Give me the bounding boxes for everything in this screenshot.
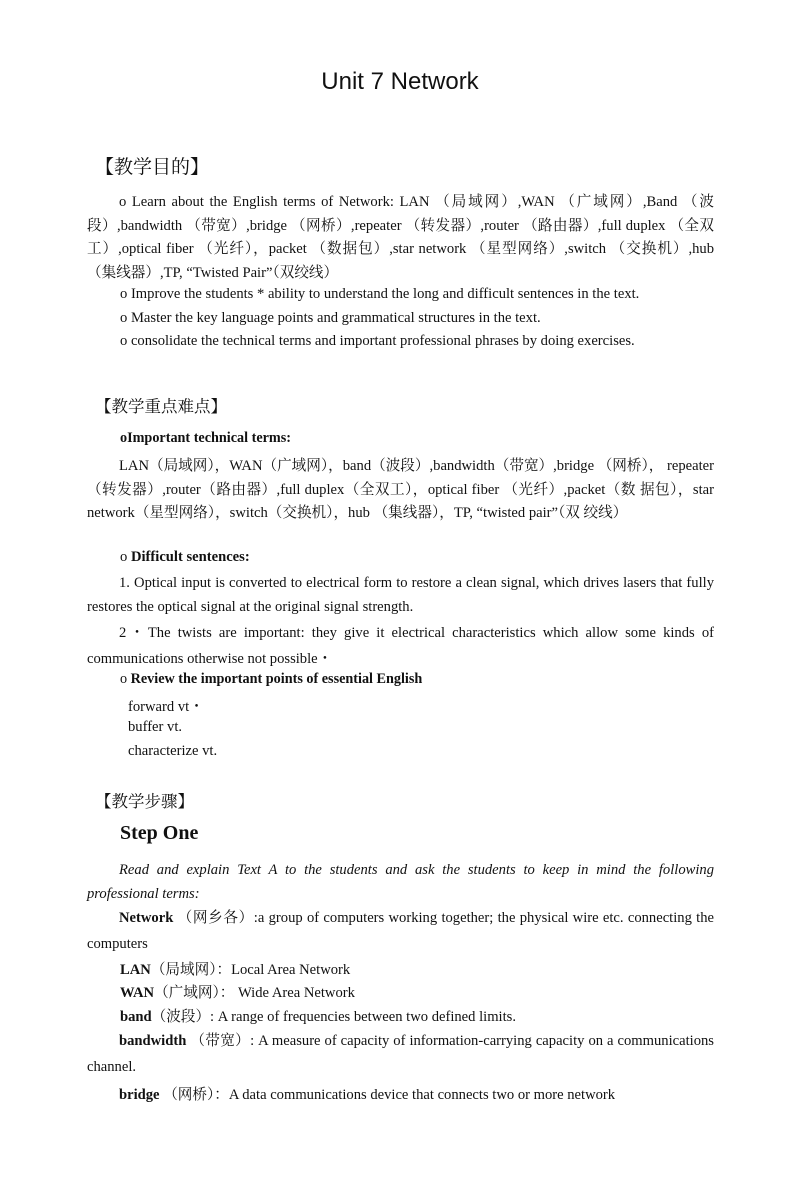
term-definition: bridge （网桥）：A data communications device that connects two or more network: [119, 1087, 616, 1103]
term-definition: band（波段）: A range of frequencies between two defined limits.: [120, 1009, 516, 1025]
terms-label: oImportant technical terms:: [120, 430, 291, 446]
review-word: forward vt・: [128, 699, 204, 715]
term-definition: Network （网乡各）:a group of computers working together; the physical wire etc. connecting the computers: [87, 910, 714, 952]
difficult-sentence: 1. Optical input is converted to electrical form to restore a clean signal, which drives lasers that fully restores the optical signal at the original signal strength.: [87, 575, 714, 615]
key-points-heading: 【教学重点难点】: [95, 397, 227, 416]
term-definition: bandwidth （带宽）: A measure of capacity of information-carrying capacity on a communications channel.: [87, 1033, 714, 1075]
review-label: o Review the important points of essential English: [120, 671, 423, 687]
review-word: characterize vt.: [128, 743, 218, 759]
term-definition: WAN（广域网）： Wide Area Network: [120, 985, 355, 1001]
objective-item: o Learn about the English terms of Network: LAN （局域网）,WAN （广域网）,Band （波段）,bandwidth （带宽）,bridge （网桥）,repeater （转发器）,router （路由器）,full duplex （全双工）,optical fiber （光纤），packet （数据包）,star network （星型网络）,switch （交换机）,hub （集线器）,TP, “Twisted Pair”（双绞线）: [87, 194, 714, 281]
review-word: buffer vt.: [128, 719, 183, 735]
steps-heading: 【教学步骤】: [95, 792, 194, 811]
objectives-heading: 【教学目的】: [95, 156, 210, 178]
objective-item: o Improve the students * ability to understand the long and difficult sentences in the text.: [120, 286, 640, 302]
objective-item: o consolidate the technical terms and important professional phrases by doing exercises.: [120, 333, 635, 349]
difficult-sentences-label: o Difficult sentences:: [120, 549, 250, 565]
term-definition: LAN（局域网）：Local Area Network: [120, 962, 351, 978]
difficult-sentence: 2・The twists are important: they give it electrical characteristics which allow some kinds of communications otherwise not possible・: [87, 625, 714, 667]
objective-item: o Master the key language points and grammatical structures in the text.: [120, 310, 541, 326]
step-intro: Read and explain Text A to the students and ask the students to keep in mind the following professional terms:: [87, 862, 714, 902]
step-title: Step One: [120, 822, 199, 844]
page-title: Unit 7 Network: [321, 68, 479, 95]
terms-text: LAN（局域网），WAN（广域网），band（波段）,bandwidth（带宽）,bridge （网桥）， repeater（转发器）,router（路由器）,full duplex（全双工），optical fiber （光纤）,packet（数 据包），star network（星型网络），switch（交换机），hub （集线器），TP, “twisted pair”（双 绞线）: [87, 458, 715, 522]
